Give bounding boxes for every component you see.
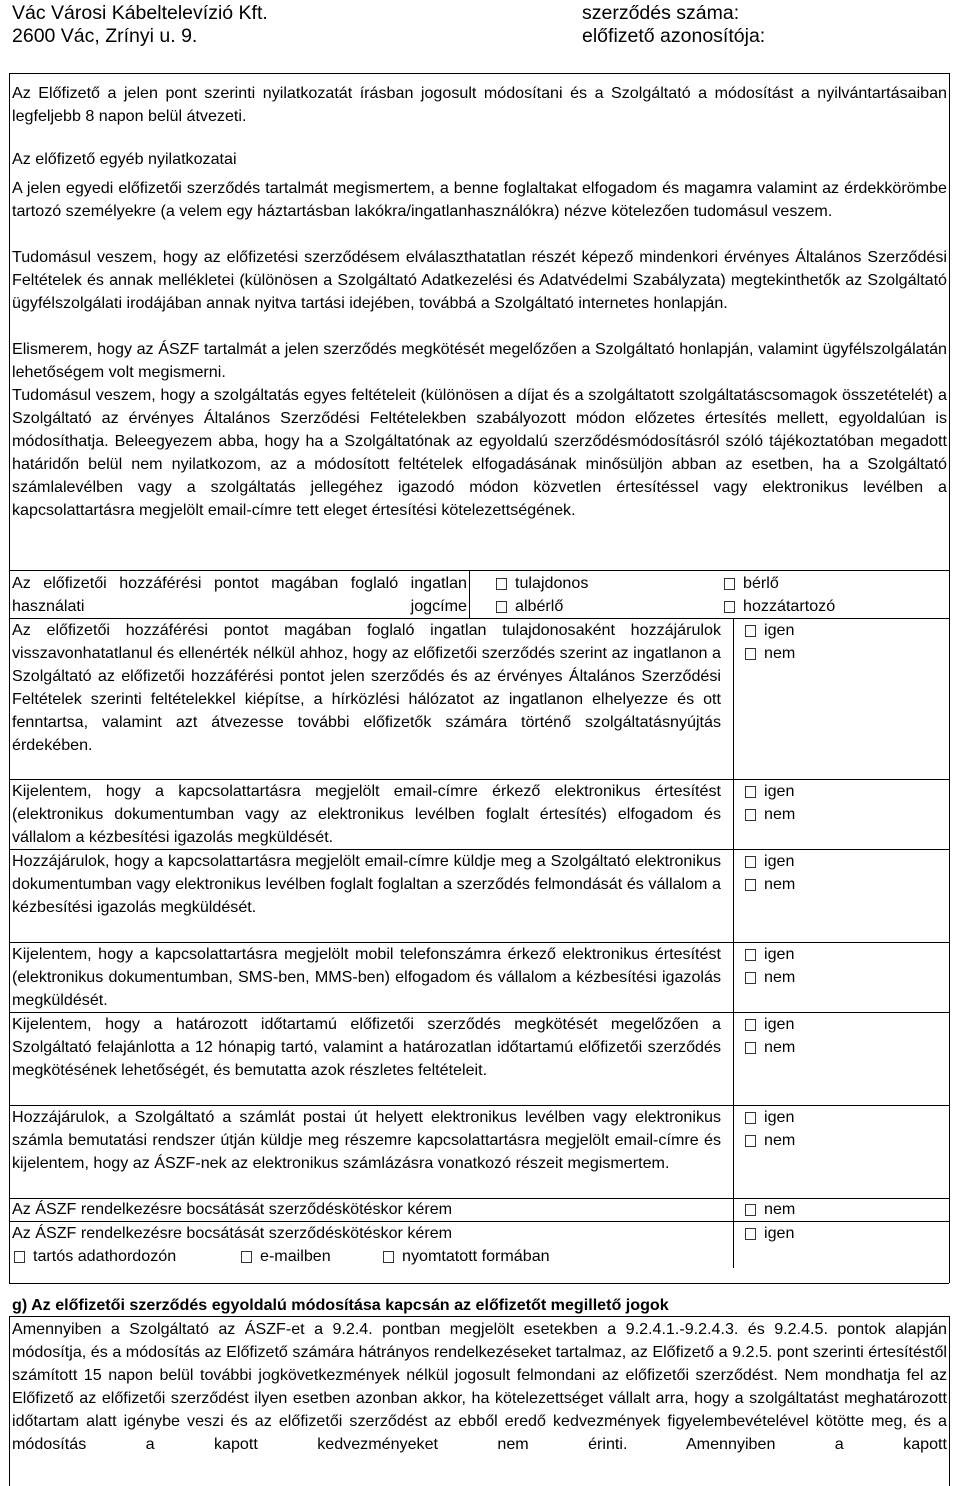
aszf-option[interactable]: igen [745,1222,945,1245]
aszf-row-1 [12,1198,947,1221]
consent-options [745,943,945,989]
consent-row-e-invoice [12,1106,947,1198]
intro-paragraph: Az Előfizető a jelen pont szerinti nyilatkozatát írásban jogosult módosítani és a Szolgáltató a módosítást a nyilvántartásaiban legfeljebb 8 napon belül átvezeti. [12,84,947,125]
checkbox-icon[interactable] [724,601,735,613]
option-nem[interactable]: nem [745,803,945,826]
checkbox-icon[interactable] [724,578,735,590]
company-block [12,2,268,48]
contract-number-label: szerződés száma: [582,2,740,24]
option-hozzatartozo[interactable]: hozzátartozó [724,595,835,618]
declaration-paragraph-1: A jelen egyedi előfizetői szerződés tartalmát megismertem, a benne foglaltakat elfogadom és magamra valamint az érdekkörömbe tartozó személyekre (a velem egy háztartásban lakókra/ingatlanhasználókra) nézve kötelezően tudomásul veszem. [12,179,947,220]
option-nem[interactable]: nem [745,873,945,896]
checkbox-icon[interactable] [745,1112,756,1124]
checkbox-icon[interactable] [14,1251,25,1263]
consent-text: Kijelentem, hogy a kapcsolattartásra megjelölt mobil telefonszámra érkező elektronikus értesítést (elektronikus dokumentumban, SMS-ben, MMS-ben) elfogadom és vállalom a kézbesítési igazolás megküldését. [12,945,721,1009]
option-nyomtatott-formaban[interactable]: nyomtatott formában [383,1245,550,1268]
consent-options [745,1013,945,1059]
checkbox-icon[interactable] [241,1251,252,1263]
title-row-divider [469,570,470,618]
frame-left-line [9,73,10,1283]
consent-options [745,619,945,665]
option-igen[interactable]: igen [745,1106,945,1129]
option-igen[interactable]: igen [745,780,945,803]
option-alberlo[interactable]: albérlő [496,595,563,618]
checkbox-icon[interactable] [745,1019,756,1031]
title-row-top-line [9,570,949,571]
section-g-left-line [9,1316,10,1486]
consent-options [745,780,945,826]
option-nem[interactable]: nem [745,1036,945,1059]
option-igen[interactable]: igen [745,943,945,966]
option-tartos-adathordozon[interactable]: tartós adathordozón [14,1245,176,1268]
checkbox-icon[interactable] [745,1042,756,1054]
document-header [0,0,960,62]
media-options-row [12,1245,947,1268]
section-g-top-line [9,1316,949,1317]
usage-title-label: Az előfizetői hozzáférési pontot magában foglaló ingatlan használati jogcíme [12,574,467,615]
checkbox-icon[interactable] [745,949,756,961]
declarations-title: Az előfizető egyéb nyilatkozatai [12,150,237,168]
checkbox-icon[interactable] [745,879,756,891]
section-g-title: g) Az előfizetői szerződés egyoldalú módosítása kapcsán az előfizetőt megillető jogok [12,1296,669,1314]
consent-row-email-notice [12,780,947,849]
option-nem[interactable]: nem [745,642,945,665]
subscriber-id-label: előfizető azonosítója: [582,25,766,47]
consent-text: Kijelentem, hogy a kapcsolattartásra megjelölt email-címre érkező elektronikus értesítést (elektronikus dokumentumban vagy az elektronikus levélben foglalt értesítés) elfogadom és vállalom a kézbesítési igazolás megküldését. [12,782,721,846]
aszf-option[interactable]: nem [745,1198,945,1221]
consent-options [745,1106,945,1152]
option-nem[interactable]: nem [745,1129,945,1152]
checkbox-icon[interactable] [745,648,756,660]
checkbox-icon[interactable] [383,1251,394,1263]
company-address: 2600 Vác, Zrínyi u. 9. [12,25,198,47]
option-e-mailben[interactable]: e-mailben [241,1245,331,1268]
checkbox-icon[interactable] [745,1135,756,1147]
checkbox-icon[interactable] [745,786,756,798]
option-tulajdonos[interactable]: tulajdonos [496,572,588,595]
aszf-row-2 [12,1222,947,1245]
checkbox-icon[interactable] [745,856,756,868]
company-name: Vác Városi Kábeltelevízió Kft. [12,2,268,24]
checkbox-icon[interactable] [745,809,756,821]
option-berlo[interactable]: bérlő [724,572,779,595]
section-g-text: Amennyiben a Szolgáltató az ÁSZF-et a 9.2.4. pontban megjelölt esetekben a 9.2.4.1.-9.2.4.3. és 9.2.4.5. pontok alapján módosítja, és a módosítás az Előfizető számára hátrányos rendelkezéseket tartalmaz, az Előfizető a 9.2.5. pont szerinti értesítéstől számított 15 napon belül további jogkövetkezmények nélkül jogosult felmondani az előfizetői szerződést. Nem mondhatja fel az Előfizető az előfizetői szerződést ilyen esetben azonban akkor, ha kötelezettséget vállalt arra, hogy a szolgáltatást meghatározott időtartam alatt igénybe veszi és az előfizetői szerződést az ebből eredő kedvezmények figyelembevételével kötötte meg, és a módosítás a kapott kedvezményeket nem érinti. Amennyiben a kapott [12,1320,947,1453]
option-nem[interactable]: nem [745,966,945,989]
declaration-paragraph-4: Tudomásul veszem, hogy a szolgáltatás egyes feltételeit (különösen a díjat és a szolgáltatott szolgáltatáscsomagok összetételét) a Szolgáltató az érvényes Általános Szerződési Feltételekben szabályozott módon előzetes értesítés mellett, egyoldalúan is módosíthatja. Beleegyezem abba, hogy ha a Szolgáltatónak az egyoldalú szerződésmódosításról szóló tájékoztatóban megadott határidőn belül nem nyilatkozom, az a módosított feltételek elfogadásának minősüljön abban az esetben, ha a Szolgáltató számlalevélben vagy a szolgáltatás jellegéhez igazodó módon közvetlen értesítéssel vagy elektronikus levélben a kapcsolattartásra megjelölt email-címre tett eleget értesítési kötelezettségének. [12,386,947,519]
declaration-paragraph-3: Elismerem, hogy az ÁSZF tartalmát a jelen szerződés megkötését megelőzően a Szolgáltató honlapján, valamint ügyfélszolgálatán lehetőségem volt megismerni. [12,340,947,381]
usage-title-row [12,572,947,618]
consent-text: Hozzájárulok, a Szolgáltató a számlát postai út helyett elektronikus levélben vagy elektronikus számla bemutatási rendszer útján küldje meg részemre kapcsolattartásra megjelölt email-címre és kijelentem, hogy az ÁSZF-nek az elektronikus számlázásra vonatkozó részeit megismertem. [12,1108,721,1172]
option-igen[interactable]: igen [745,619,945,642]
option-igen[interactable]: igen [745,1013,945,1036]
checkbox-icon[interactable] [496,601,507,613]
frame-right-line [949,73,950,1283]
contract-ids-block [582,2,765,48]
consent-text: Az előfizetői hozzáférési pontot magában foglaló ingatlan tulajdonosaként hozzájárulok visszavonhatatlanul és ellenérték nélkül ahhoz, hogy az előfizetői szerződés szerint az ingatlanon a Szolgáltató az előfizetői hozzáférési pontot jelen szerződés és az érvényes Általános Szerződési Feltételek szerinti feltételekkel kiépítse, a hírközlési hálózatot az ingatlanon elhelyezze és ott fenntartsa, valamint azt átvezesse további előfizetők számára történő szolgáltatásnyújtás érdekében. [12,621,721,754]
consent-text: Hozzájárulok, hogy a kapcsolattartásra megjelölt email-címre küldje meg a Szolgáltató elektronikus dokumentumban vagy elektronikus levélben foglalt foglaltan a szerződés felmondását és vállalom a kézbesítési igazolás megküldését. [12,852,721,916]
consent-row-email-termination [12,850,947,942]
frame-top-line [9,73,949,74]
aszf-text: Az ÁSZF rendelkezésre bocsátását szerződéskötéskor kérem [12,1200,453,1218]
consent-options [745,850,945,896]
consent-row-fixed-term [12,1013,947,1105]
frame-bottom-line [9,1283,949,1284]
aszf-text: Az ÁSZF rendelkezésre bocsátását szerződéskötéskor kérem [12,1224,453,1242]
checkbox-icon[interactable] [745,1228,756,1240]
option-igen[interactable]: igen [745,850,945,873]
consent-row-mobile [12,943,947,1012]
checkbox-icon[interactable] [496,578,507,590]
checkbox-icon[interactable] [745,625,756,637]
checkbox-icon[interactable] [745,972,756,984]
checkbox-icon[interactable] [745,1204,756,1216]
consent-row-owner [12,619,947,777]
section-g-right-line [949,1316,950,1486]
consent-text: Kijelentem, hogy a határozott időtartamú előfizetői szerződés megkötését megelőzően a Szolgáltató felajánlotta a 12 hónapig tartó, valamint a határozatlan időtartamú előfizetői szerződés megkötésének lehetőségét, és bemutatta azok részletes feltételeit. [12,1015,721,1079]
options-column-divider [733,618,734,1268]
declaration-paragraph-2: Tudomásul veszem, hogy az előfizetési szerződésem elválaszthatatlan részét képező mindenkori érvényes Általános Szerződési Feltételek és annak mellékletei (különösen a Szolgáltató Adatkezelési és Adatvédelmi Szabályzata) megtekinthetők az Szolgáltató ügyfélszolgálati irodájában annak nyitva tartási idejében, továbbá a Szolgáltató internetes honlapján. [12,248,947,312]
